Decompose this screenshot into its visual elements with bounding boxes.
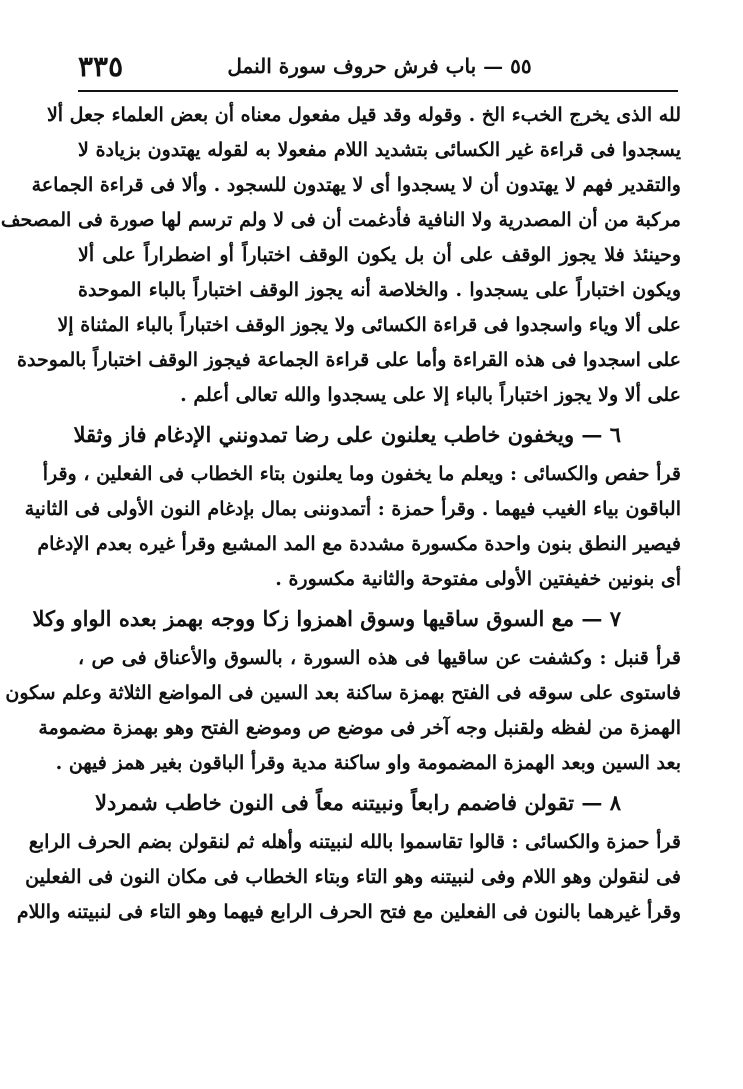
text-line: فاستوى على سوقه فى الفتح بهمزة ساكنة بعد السين فى المواضع الثلاثة وعلم سكون <box>5 682 681 704</box>
text-line: الهمزة من لفظه ولقنبل وجه آخر فى موضع ص وموضع الفتح وهو بهمزة مضمومة <box>38 717 681 739</box>
text-line: على ألا وياء واسجدوا فى قراءة الكسائى ولا يجوز الوقف اختباراً بالباء المثناة إلا <box>57 314 681 336</box>
text-line: فيصير النطق بنون واحدة مكسورة مشددة مع المد المشبع وقرأ غيره بعدم الإدغام <box>37 533 681 555</box>
header-rule <box>78 90 678 92</box>
paragraph-2 <box>24 457 681 597</box>
text-line: وحينئذ فلا يجوز الوقف على أن بل يكون الوقف اختباراً أو اضطراراً على ألا <box>78 244 681 266</box>
text-line: فى لنقولن وهو اللام وفى لنبيتنه وهو التاء وبتاء الخطاب فى مكان النون فى الفعلين <box>25 866 681 888</box>
text-line: لله الذى يخرج الخبء الخ . وقوله وقد قيل مفعول معناه أن بعض العلماء جعل ألا <box>46 104 681 126</box>
page-number: ٣٣٥ <box>78 50 124 83</box>
paragraph-4 <box>16 825 681 930</box>
paragraph-3 <box>5 641 681 781</box>
text-line: قرأ حفص والكسائى : ويعلم ما يخفون وما يعلنون بتاء الخطاب فى الفعلين ، وقرأ <box>42 463 681 485</box>
text-line: الباقون بياء الغيب فيهما . وقرأ حمزة : أتمدوننى بمال بإدغام النون الأولى فى الثانية <box>24 498 681 520</box>
text-line: قرأ حمزة والكسائى : قالوا تقاسموا بالله لنبيتنه وأهله ثم لنقولن بضم الحرف الرابع <box>28 831 681 853</box>
text-line: ويكون اختباراً على يسجدوا . والخلاصة أنه يجوز الوقف اختباراً بالباء الموحدة <box>78 279 681 301</box>
running-title: ٥٥ — باب فرش حروف سورة النمل <box>227 54 532 78</box>
text-line: قرأ قنبل : وكشفت عن ساقيها فى هذه السورة ، بالسوق والأعناق فى ص ، <box>78 647 681 669</box>
text-line: على اسجدوا فى هذه القراءة وأما على قراءة الجماعة فيجوز الوقف اختباراً بالموحدة <box>17 349 681 371</box>
text-line: بعد السين وبعد الهمزة المضمومة واو ساكنة مدية وقرأ الباقون بغير همز فيهن . <box>55 752 681 774</box>
text-line: على ألا ولا يجوز اختباراً بالباء إلا على يسجدوا والله تعالى أعلم . <box>180 384 681 406</box>
paragraph-1 <box>0 98 681 413</box>
verse-8: ٨ — تقولن فاضمم رابعاً ونبيتنه معاً فى النون خاطب شمردلا <box>95 790 621 815</box>
page-header <box>78 50 681 90</box>
text-line: وقرأ غيرهما بالنون فى الفعلين مع فتح الحرف الرابع فيهما وهو التاء فى لنبيتنه واللام <box>16 901 681 923</box>
verse-7: ٧ — مع السوق ساقيها وسوق اهمزوا زكا ووجه بهمز بعده الواو وكلا <box>32 606 621 631</box>
text-line: يسجدوا فى قراءة غير الكسائى بتشديد اللام مفعولا به لقوله يهتدون بزيادة لا <box>78 139 681 161</box>
text-line: مركبة من أن المصدرية ولا النافية فأدغمت أن فى لا ولم ترسم لها صورة فى المصحف <box>0 209 681 231</box>
text-line: والتقدير فهم لا يهتدون أن لا يسجدوا أى لا يهتدون للسجود . وألا فى قراءة الجماعة <box>31 174 681 196</box>
page-body <box>0 98 681 930</box>
text-line: أى بنونين خفيفتين الأولى مفتوحة والثانية مكسورة . <box>275 568 681 590</box>
verse-6: ٦ — ويخفون خاطب يعلنون على رضا تمدونني الإدغام فاز وثقلا <box>73 422 621 447</box>
